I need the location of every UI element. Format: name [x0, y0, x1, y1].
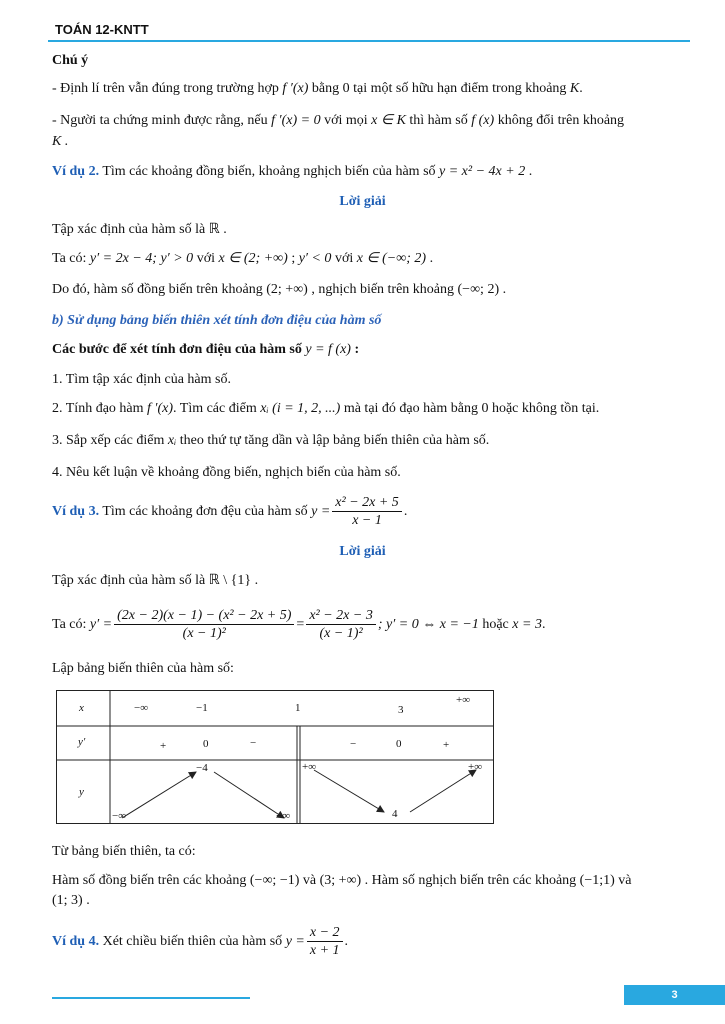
section-b-heading: b) Sử dụng bảng biến thiên xét tính đơn điệu của hàm số	[52, 313, 382, 328]
step-3: 3. Sắp xếp các điểm xᵢ theo thứ tự tăng dần và lập bảng biến thiên của hàm số.	[52, 433, 490, 448]
y-value: −4	[196, 762, 208, 774]
example-2-derivative: Ta có: y′ = 2x − 4; y′ > 0 với x ∈ (2; +∞) ; y′ < 0 với x ∈ (−∞; 2) .	[52, 251, 434, 266]
y-value: +∞	[302, 761, 317, 773]
note-line-3: K .	[52, 134, 69, 149]
header-title: TOÁN 12-KNTT	[55, 22, 149, 37]
x-value: −1	[196, 702, 208, 714]
example-4-fraction: $\frac{x - 2}{x + 1}$	[307, 924, 343, 959]
example-2-solution-title: Lời giải	[339, 194, 386, 209]
steps-title: Các bước để xét tính đơn điệu của hàm số y = f (x) :	[52, 342, 360, 357]
example-3-fraction: $\frac{\text{x² − 2x + 5}}{x - 1}$	[332, 494, 402, 529]
derivative-fraction-2: $\frac{\text{x² − 2x − 3}}{\text{(x − 1)²}}$	[306, 607, 376, 642]
yprime-zero: 0	[203, 738, 209, 750]
y-value: −∞	[276, 810, 291, 822]
y-value: −∞	[112, 810, 127, 822]
yprime-sign: −	[250, 737, 257, 749]
conclusion-intro: Từ bảng biến thiên, ta có:	[52, 844, 196, 859]
derivative-fraction-1: $\frac{\text{(2x − 2)(x − 1) − (x² − 2x + 5)}}{\text{(x − 1)²}}$	[114, 607, 294, 642]
header-divider	[48, 40, 690, 42]
example-3-solution-title: Lời giải	[339, 544, 386, 559]
footer-divider	[52, 997, 250, 999]
conclusion-line-2: (1; 3) .	[52, 893, 90, 908]
example-4-statement: Ví dụ 4. Xét chiều biến thiên của hàm số y = $\frac{x - 2}{x + 1}$ .	[52, 925, 349, 959]
example-2-statement: Ví dụ 2. Tìm các khoảng đồng biến, khoảng nghịch biến của hàm số y = x² − 4x + 2 .	[52, 164, 533, 179]
example-3-domain: Tập xác định của hàm số là ℝ \ {1} .	[52, 573, 259, 588]
step-1: 1. Tìm tập xác định của hàm số.	[52, 372, 231, 387]
example-2-conclusion: Do đó, hàm số đồng biến trên khoảng (2; +∞) , nghịch biến trên khoảng (−∞; 2) .	[52, 282, 507, 297]
page-number: 3	[624, 985, 725, 1005]
arrow-down-2	[314, 770, 384, 812]
arrow-down-1	[214, 772, 284, 818]
note-line-1: - Định lí trên vẫn đúng trong trường hợp f ′(x) bằng 0 tại một số hữu hạn điểm trong khoảng K.	[52, 81, 583, 96]
y-value: 4	[392, 808, 398, 820]
variation-table-grid	[56, 690, 494, 824]
row-label-yprime: y′	[78, 736, 86, 748]
example-3-derivative: Ta có: y′ = $\frac{\text{(2x − 2)(x − 1) − (x² − 2x + 5)}}{\text{(x − 1)²}}$ = $\frac{\text{x² − 2x − 3}}{\text{(x − 1)²}}$ ; y′ = 0 ⇔ x = −1 hoặc x = 3.	[52, 608, 546, 642]
table-intro: Lập bảng biến thiên của hàm số:	[52, 661, 234, 676]
row-label-y: y	[79, 786, 84, 798]
note-title: Chú ý	[52, 53, 89, 68]
x-value: 3	[398, 704, 404, 716]
yprime-sign: +	[160, 740, 167, 752]
example-2-domain: Tập xác định của hàm số là ℝ .	[52, 222, 227, 237]
yprime-zero: 0	[396, 738, 402, 750]
note-line-2: - Người ta chứng minh được rằng, nếu f ′(x) = 0 với mọi x ∈ K thì hàm số f (x) không đổi trên khoảng	[52, 113, 625, 128]
row-label-x: x	[79, 702, 84, 714]
x-value: +∞	[456, 694, 471, 706]
variation-table	[56, 690, 494, 824]
step-2: 2. Tính đạo hàm f ′(x). Tìm các điểm xᵢ (i = 1, 2, ...) mà tại đó đạo hàm bằng 0 hoặc không tồn tại.	[52, 401, 600, 416]
arrow-up-2	[410, 770, 476, 812]
x-value: −∞	[134, 702, 149, 714]
step-4: 4. Nêu kết luận về khoảng đồng biến, nghịch biến của hàm số.	[52, 465, 401, 480]
conclusion-line-1: Hàm số đồng biến trên các khoảng (−∞; −1) và (3; +∞) . Hàm số nghịch biến trên các khoảng (−1;1) và	[52, 873, 632, 888]
arrow-up-1	[122, 772, 196, 818]
x-value: 1	[295, 702, 301, 714]
yprime-sign: +	[443, 739, 450, 751]
y-value: +∞	[468, 761, 483, 773]
yprime-sign: −	[350, 738, 357, 750]
example-3-statement: Ví dụ 3. Tìm các khoảng đơn đệu của hàm số y = $\frac{\text{x² − 2x + 5}}{x - 1}$ .	[52, 495, 408, 529]
